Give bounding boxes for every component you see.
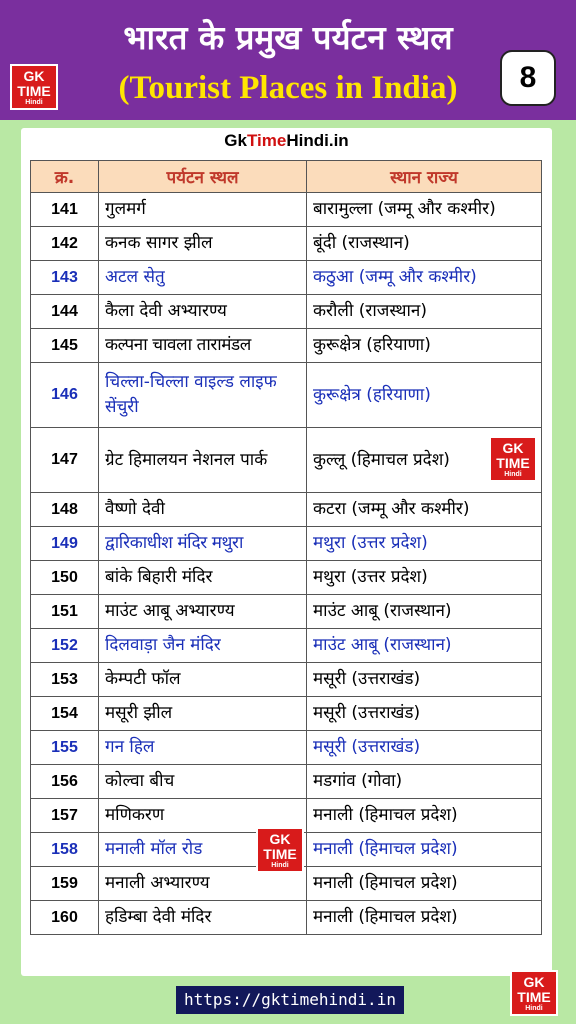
site-label-part: Hindi.in: [286, 131, 349, 150]
site-label-part: Gk: [224, 131, 247, 150]
gktime-logo: [256, 827, 304, 873]
cell-place: द्वारिकाधीश मंदिर मथुरा: [99, 527, 307, 561]
cell-state: मसूरी (उत्तराखंड): [307, 731, 542, 765]
table-row: [31, 731, 542, 765]
cell-serial: 147: [31, 428, 99, 493]
cell-state: मसूरी (उत्तराखंड): [307, 663, 542, 697]
logo-text: Hindi: [525, 1005, 543, 1012]
logo-text: Hindi: [504, 471, 522, 478]
table-row: [31, 561, 542, 595]
table-row: [31, 901, 542, 935]
cell-serial: 153: [31, 663, 99, 697]
cell-place: ग्रेट हिमालयन नेशनल पार्क: [99, 428, 307, 493]
cell-serial: 157: [31, 799, 99, 833]
cell-serial: 152: [31, 629, 99, 663]
cell-place: कल्पना चावला तारामंडल: [99, 329, 307, 363]
cell-serial: 150: [31, 561, 99, 595]
logo-text: TIME: [517, 989, 551, 1005]
logo-text: TIME: [263, 846, 297, 862]
table-row: [31, 527, 542, 561]
cell-place: वैष्णो देवी: [99, 493, 307, 527]
cell-serial: 151: [31, 595, 99, 629]
title-english: (Tourist Places in India): [118, 70, 458, 106]
logo-text: GK: [523, 974, 545, 990]
table-row: [31, 295, 542, 329]
gktime-logo: [510, 970, 558, 1016]
cell-place: हडिम्बा देवी मंदिर: [99, 901, 307, 935]
cell-place: मसूरी झील: [99, 697, 307, 731]
cell-state: बारामुल्ला (जम्मू और कश्मीर): [307, 193, 542, 227]
cell-place: केम्पटी फॉल: [99, 663, 307, 697]
cell-serial: 148: [31, 493, 99, 527]
table-header-row: [31, 161, 542, 193]
header-serial: क्र.: [31, 161, 99, 193]
cell-place: कोल्वा बीच: [99, 765, 307, 799]
table-row: [31, 428, 542, 493]
table-row: [31, 629, 542, 663]
cell-serial: 141: [31, 193, 99, 227]
cell-serial: 154: [31, 697, 99, 731]
cell-place: चिल्ला-चिल्ला वाइल्ड लाइफ सेंचुरी: [99, 363, 307, 428]
cell-serial: 146: [31, 363, 99, 428]
cell-state: माउंट आबू (राजस्थान): [307, 629, 542, 663]
cell-serial: 145: [31, 329, 99, 363]
cell-state: मनाली (हिमाचल प्रदेश): [307, 901, 542, 935]
cell-state: कुल्लू (हिमाचल प्रदेश) GK TIME Hindi: [307, 428, 542, 493]
cell-place: कैला देवी अभ्यारण्य: [99, 295, 307, 329]
cell-place: मणिकरण: [99, 799, 307, 833]
cell-state: मनाली (हिमाचल प्रदेश): [307, 867, 542, 901]
logo-text: GK: [502, 440, 524, 456]
website-link[interactable]: https://gktimehindi.in: [176, 986, 404, 1014]
table-row: [31, 595, 542, 629]
cell-state: मनाली (हिमाचल प्रदेश): [307, 799, 542, 833]
tourist-places-table: [30, 160, 542, 935]
cell-serial: 144: [31, 295, 99, 329]
content-panel: [21, 128, 552, 976]
cell-state: मडगांव (गोवा): [307, 765, 542, 799]
cell-serial: 155: [31, 731, 99, 765]
cell-state: कटरा (जम्मू और कश्मीर): [307, 493, 542, 527]
cell-state: बूंदी (राजस्थान): [307, 227, 542, 261]
header-banner: [0, 0, 576, 120]
table-row: [31, 261, 542, 295]
logo-text: TIME: [496, 455, 530, 471]
cell-serial: 160: [31, 901, 99, 935]
cell-state: मनाली (हिमाचल प्रदेश): [307, 833, 542, 867]
cell-state: कठुआ (जम्मू और कश्मीर): [307, 261, 542, 295]
logo-text: GK: [23, 68, 45, 84]
logo-text: GK: [269, 831, 291, 847]
title-hindi: भारत के प्रमुख पर्यटन स्थल: [123, 18, 453, 57]
cell-state: माउंट आबू (राजस्थान): [307, 595, 542, 629]
header-state: स्थान राज्य: [307, 161, 542, 193]
cell-state: करौली (राजस्थान): [307, 295, 542, 329]
table-row: [31, 363, 542, 428]
cell-state: कुरूक्षेत्र (हरियाणा): [307, 363, 542, 428]
cell-place: गुलमर्ग: [99, 193, 307, 227]
cell-place: बांके बिहारी मंदिर: [99, 561, 307, 595]
cell-serial: 149: [31, 527, 99, 561]
table-row: [31, 329, 542, 363]
cell-place: अटल सेतु: [99, 261, 307, 295]
cell-serial: 142: [31, 227, 99, 261]
site-label-part: Time: [246, 131, 287, 150]
cell-state: मसूरी (उत्तराखंड): [307, 697, 542, 731]
cell-serial: 156: [31, 765, 99, 799]
cell-place: गन हिल: [99, 731, 307, 765]
cell-place: माउंट आबू अभ्यारण्य: [99, 595, 307, 629]
header-place: पर्यटन स्थल: [99, 161, 307, 193]
table-row: [31, 663, 542, 697]
table-row: [31, 227, 542, 261]
logo-text: Hindi: [25, 99, 43, 106]
table-row: [31, 493, 542, 527]
table-row: [31, 833, 542, 867]
cell-state: कुरूक्षेत्र (हरियाणा): [307, 329, 542, 363]
cell-place: कनक सागर झील: [99, 227, 307, 261]
cell-place: दिलवाड़ा जैन मंदिर: [99, 629, 307, 663]
cell-place: मनाली अभ्यारण्य: [99, 867, 307, 901]
table-row: [31, 765, 542, 799]
table-row: [31, 193, 542, 227]
page-number-badge: 8: [500, 50, 556, 106]
cell-serial: 159: [31, 867, 99, 901]
gktime-logo: [489, 436, 537, 482]
cell-serial: 143: [31, 261, 99, 295]
cell-place: मनाली मॉल रोड GK TIME Hindi: [99, 833, 307, 867]
logo-text: TIME: [17, 83, 51, 99]
cell-serial: 158: [31, 833, 99, 867]
cell-state: मथुरा (उत्तर प्रदेश): [307, 527, 542, 561]
logo-text: Hindi: [271, 862, 289, 869]
table-row: [31, 697, 542, 731]
site-label: [21, 131, 552, 151]
gktime-logo: [10, 64, 58, 110]
cell-state: मथुरा (उत्तर प्रदेश): [307, 561, 542, 595]
